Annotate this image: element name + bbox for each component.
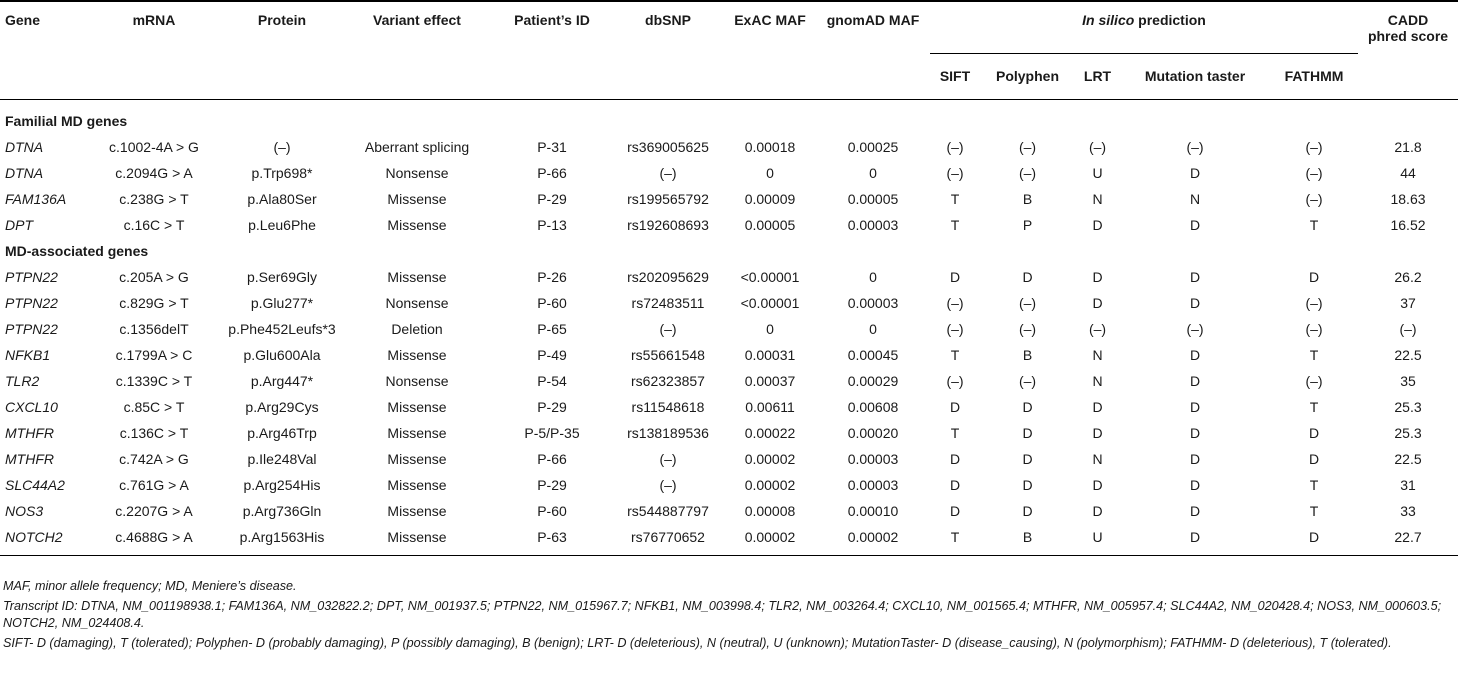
table-row <box>0 342 1458 368</box>
cell-protein: p.Phe452Leufs*3 <box>228 320 336 337</box>
cell-fathmm: D <box>1308 528 1320 545</box>
cell-sift: T <box>950 528 960 545</box>
cell-gnomad-maf: 0.00045 <box>847 346 899 363</box>
section-title: Familial MD genes <box>5 112 128 129</box>
table-row <box>0 420 1458 446</box>
cell-gene: PTPN22 <box>5 294 58 311</box>
cell-fathmm: (–) <box>1305 190 1323 207</box>
cell-mutation-taster: D <box>1189 294 1201 311</box>
cell-gene: NFKB1 <box>5 346 51 363</box>
cell-fathmm: D <box>1308 450 1320 467</box>
cell-mutation-taster: N <box>1189 190 1201 207</box>
cell-lrt: U <box>1092 528 1103 545</box>
cell-lrt: D <box>1092 502 1103 519</box>
cell-dbsnp: rs369005625 <box>627 138 709 155</box>
table-row <box>0 212 1458 238</box>
cell-sift: D <box>949 476 961 493</box>
cell-cadd: 22.5 <box>1394 450 1422 467</box>
cell-gnomad-maf: 0.00003 <box>847 216 899 233</box>
cell-sift: T <box>950 424 960 441</box>
cell-mrna: c.1799A > C <box>115 346 193 363</box>
cell-protein: p.Trp698* <box>251 164 313 181</box>
cell-lrt: N <box>1092 346 1103 363</box>
cell-polyphen: (–) <box>1018 164 1037 181</box>
cell-fathmm: (–) <box>1305 294 1323 311</box>
cell-mrna: c.2207G > A <box>115 502 193 519</box>
cell-protein: p.Ala80Ser <box>247 190 317 207</box>
cell-variant-effect: Missense <box>387 216 447 233</box>
col-header-mrna: mRNA <box>86 1 222 99</box>
cell-mrna: c.829G > T <box>119 294 189 311</box>
cell-polyphen: (–) <box>1018 320 1037 337</box>
cell-lrt: D <box>1092 216 1103 233</box>
cell-fathmm: D <box>1308 424 1320 441</box>
cell-patient-id: P-66 <box>537 450 567 467</box>
cell-exac-maf: 0.00002 <box>744 450 796 467</box>
cell-exac-maf: <0.00001 <box>740 294 800 311</box>
cell-polyphen: D <box>1022 424 1033 441</box>
cell-mrna: c.1356delT <box>119 320 189 337</box>
cell-fathmm: T <box>1309 476 1319 493</box>
cell-patient-id: P-26 <box>537 268 567 285</box>
cell-protein: p.Arg447* <box>250 372 314 389</box>
cell-gene: TLR2 <box>5 372 40 389</box>
cell-lrt: (–) <box>1088 320 1107 337</box>
table-row <box>0 290 1458 316</box>
cell-sift: (–) <box>946 164 964 181</box>
cell-mrna: c.1339C > T <box>115 372 193 389</box>
cell-gene: MTHFR <box>5 424 54 441</box>
cell-gene: MTHFR <box>5 450 54 467</box>
col-header-gnomad-maf: gnomAD MAF <box>816 1 930 99</box>
footnote-transcripts: Transcript ID: DTNA, NM_001198938.1; FAM136A, NM_032822.2; DPT, NM_001937.5; PTPN22, NM_015967.7; NFKB1, NM_003998.4; TLR2, NM_003264.4; CXCL10, NM_001565.4; MTHFR, NM_005957.4; SLC44A2, NM_020428.4; NOS3, NM_000603.5; NOTCH2, NM_024408.4. <box>3 598 1442 630</box>
cell-variant-effect: Missense <box>387 424 447 441</box>
cell-variant-effect: Nonsense <box>385 294 449 311</box>
cell-polyphen: D <box>1022 398 1033 415</box>
header-row <box>0 1 1458 53</box>
cell-mutation-taster: D <box>1189 268 1201 285</box>
cell-mutation-taster: (–) <box>1186 138 1204 155</box>
cell-gene: SLC44A2 <box>5 476 65 493</box>
cell-polyphen: B <box>1022 190 1033 207</box>
cell-fathmm: (–) <box>1305 320 1323 337</box>
col-header-gene: Gene <box>0 1 86 99</box>
cell-dbsnp: rs76770652 <box>631 528 705 545</box>
cell-variant-effect: Missense <box>387 476 447 493</box>
cell-variant-effect: Missense <box>387 502 447 519</box>
cell-lrt: D <box>1092 268 1103 285</box>
cell-patient-id: P-49 <box>537 346 567 363</box>
cell-fathmm: T <box>1309 502 1319 519</box>
cell-cadd: 25.3 <box>1394 398 1422 415</box>
cell-cadd: 25.3 <box>1394 424 1422 441</box>
cell-exac-maf: 0 <box>766 164 774 181</box>
section-header-row <box>0 108 1458 134</box>
cell-cadd: 35 <box>1400 372 1416 389</box>
cell-gnomad-maf: 0.00003 <box>847 450 899 467</box>
cell-gene: PTPN22 <box>5 268 58 285</box>
cell-fathmm: (–) <box>1305 372 1323 389</box>
col-header-polyphen: Polyphen <box>980 53 1075 99</box>
cell-lrt: N <box>1092 190 1103 207</box>
cell-protein: p.Leu6Phe <box>248 216 316 233</box>
cell-protein: p.Arg736Gln <box>242 502 322 519</box>
cell-mutation-taster: D <box>1189 528 1201 545</box>
col-header-cadd <box>1358 1 1458 99</box>
cell-exac-maf: 0.00022 <box>744 424 796 441</box>
cell-cadd: 18.63 <box>1390 190 1426 207</box>
cell-lrt: (–) <box>1088 138 1107 155</box>
cell-fathmm: (–) <box>1305 138 1323 155</box>
table-row <box>0 264 1458 290</box>
cell-sift: (–) <box>946 320 964 337</box>
cell-lrt: U <box>1092 164 1103 181</box>
cell-mutation-taster: D <box>1189 476 1201 493</box>
cell-sift: T <box>950 190 960 207</box>
cell-variant-effect: Deletion <box>391 320 443 337</box>
cell-mrna: c.136C > T <box>119 424 189 441</box>
cell-lrt: D <box>1092 424 1103 441</box>
col-header-protein: Protein <box>222 1 342 99</box>
in-silico-italic: In silico <box>1082 12 1135 28</box>
cell-patient-id: P-29 <box>537 190 567 207</box>
cell-protein: (–) <box>273 138 291 155</box>
cadd-line1: CADD <box>1387 12 1429 28</box>
cell-cadd: 22.5 <box>1394 346 1422 363</box>
table-row <box>0 160 1458 186</box>
cell-polyphen: B <box>1022 528 1033 545</box>
cell-mrna: c.761G > A <box>119 476 189 493</box>
cell-cadd: 26.2 <box>1394 268 1422 285</box>
cell-dbsnp: rs11548618 <box>631 398 705 415</box>
section-header-row <box>0 238 1458 264</box>
table-footnotes <box>3 578 1455 654</box>
table-row <box>0 316 1458 342</box>
cell-sift: D <box>949 268 961 285</box>
cell-polyphen: (–) <box>1018 138 1037 155</box>
cell-mutation-taster: D <box>1189 450 1201 467</box>
cell-sift: (–) <box>946 294 964 311</box>
in-silico-rest: prediction <box>1134 12 1206 28</box>
cell-gnomad-maf: 0 <box>869 268 877 285</box>
cell-patient-id: P-29 <box>537 398 567 415</box>
cell-lrt: N <box>1092 372 1103 389</box>
cell-protein: p.Glu277* <box>250 294 314 311</box>
cell-patient-id: P-5/P-35 <box>524 424 580 441</box>
cell-sift: D <box>949 450 961 467</box>
cell-cadd: 22.7 <box>1394 528 1422 545</box>
cell-gene: DTNA <box>5 164 44 181</box>
cell-variant-effect: Missense <box>387 268 447 285</box>
section-title: MD-associated genes <box>5 242 149 259</box>
cell-exac-maf: 0 <box>766 320 774 337</box>
cell-mrna: c.16C > T <box>123 216 185 233</box>
cell-mutation-taster: D <box>1189 216 1201 233</box>
cell-sift: T <box>950 346 960 363</box>
cell-exac-maf: 0.00002 <box>744 528 796 545</box>
cell-cadd: 21.8 <box>1394 138 1422 155</box>
cell-exac-maf: 0.00008 <box>744 502 796 519</box>
cell-variant-effect: Nonsense <box>385 164 449 181</box>
cell-lrt: N <box>1092 450 1103 467</box>
col-header-in-silico <box>930 1 1358 53</box>
table-row <box>0 394 1458 420</box>
cell-mrna: c.4688G > A <box>115 528 193 545</box>
cell-patient-id: P-60 <box>537 502 567 519</box>
cell-variant-effect: Missense <box>387 398 447 415</box>
cell-cadd: 31 <box>1400 476 1416 493</box>
cell-patient-id: P-60 <box>537 294 567 311</box>
cell-polyphen: D <box>1022 476 1033 493</box>
cell-mutation-taster: D <box>1189 164 1201 181</box>
cell-patient-id: P-29 <box>537 476 567 493</box>
cell-lrt: D <box>1092 294 1103 311</box>
cell-fathmm: T <box>1309 346 1319 363</box>
cell-mutation-taster: D <box>1189 502 1201 519</box>
cell-mrna: c.1002-4A > G <box>109 138 199 155</box>
cell-gene: FAM136A <box>5 190 67 207</box>
cell-dbsnp: rs199565792 <box>627 190 709 207</box>
cell-variant-effect: Nonsense <box>385 372 449 389</box>
cell-gnomad-maf: 0.00029 <box>847 372 899 389</box>
cell-patient-id: P-13 <box>537 216 567 233</box>
cadd-line2: phred score <box>1367 28 1449 44</box>
cell-mrna: c.742A > G <box>119 450 189 467</box>
table-body <box>0 108 1458 550</box>
cell-gnomad-maf: 0.00005 <box>847 190 899 207</box>
cell-gene: NOS3 <box>5 502 44 519</box>
cell-mrna: c.2094G > A <box>115 164 193 181</box>
cell-dbsnp: rs55661548 <box>631 346 705 363</box>
cell-protein: p.Ile248Val <box>247 450 317 467</box>
cell-polyphen: D <box>1022 450 1033 467</box>
cell-dbsnp: (–) <box>659 164 677 181</box>
cell-gnomad-maf: 0.00020 <box>847 424 899 441</box>
cell-variant-effect: Missense <box>387 528 447 545</box>
cell-sift: D <box>949 502 961 519</box>
cell-protein: p.Arg29Cys <box>245 398 319 415</box>
cell-gnomad-maf: 0.00010 <box>847 502 899 519</box>
cell-mutation-taster: D <box>1189 346 1201 363</box>
cell-lrt: D <box>1092 476 1103 493</box>
cell-polyphen: P <box>1022 216 1033 233</box>
table-row <box>0 472 1458 498</box>
table-row <box>0 368 1458 394</box>
cell-fathmm: T <box>1309 216 1319 233</box>
cell-variant-effect: Aberrant splicing <box>364 138 470 155</box>
cell-sift: T <box>950 216 960 233</box>
cell-sift: (–) <box>946 138 964 155</box>
cell-mutation-taster: D <box>1189 398 1201 415</box>
cell-cadd: (–) <box>1399 320 1417 337</box>
cell-patient-id: P-63 <box>537 528 567 545</box>
col-header-lrt: LRT <box>1075 53 1120 99</box>
cell-exac-maf: 0.00005 <box>744 216 796 233</box>
cell-fathmm: D <box>1308 268 1320 285</box>
cell-gene: PTPN22 <box>5 320 58 337</box>
cell-exac-maf: 0.00009 <box>744 190 796 207</box>
cell-gene: DPT <box>5 216 33 233</box>
cell-dbsnp: rs72483511 <box>631 294 705 311</box>
cell-polyphen: (–) <box>1018 294 1037 311</box>
cell-gnomad-maf: 0.00003 <box>847 294 899 311</box>
cell-exac-maf: 0.00611 <box>745 398 795 415</box>
col-header-exac-maf: ExAC MAF <box>724 1 816 99</box>
col-header-dbsnp: dbSNP <box>612 1 724 99</box>
cell-dbsnp: (–) <box>659 320 677 337</box>
cell-exac-maf: 0.00031 <box>744 346 796 363</box>
cell-mrna: c.238G > T <box>119 190 189 207</box>
cell-patient-id: P-54 <box>537 372 567 389</box>
table-row <box>0 524 1458 550</box>
col-header-variant-effect: Variant effect <box>342 1 492 99</box>
cell-polyphen: D <box>1022 502 1033 519</box>
footnote-abbreviations: MAF, minor allele frequency; MD, Meniere’s disease. <box>3 579 297 593</box>
table-row <box>0 186 1458 212</box>
table-row <box>0 498 1458 524</box>
col-header-sift: SIFT <box>930 53 980 99</box>
header-divider <box>0 99 1458 108</box>
table-row <box>0 134 1458 160</box>
cell-protein: p.Arg46Trp <box>247 424 317 441</box>
cell-protein: p.Arg1563His <box>239 528 325 545</box>
cell-sift: D <box>949 398 961 415</box>
cell-patient-id: P-31 <box>537 138 567 155</box>
cell-gnomad-maf: 0 <box>869 164 877 181</box>
cell-dbsnp: rs62323857 <box>631 372 705 389</box>
cell-cadd: 37 <box>1400 294 1416 311</box>
cell-fathmm: T <box>1309 398 1319 415</box>
cell-fathmm: (–) <box>1305 164 1323 181</box>
cell-gnomad-maf: 0.00002 <box>847 528 899 545</box>
cell-protein: p.Glu600Ala <box>243 346 321 363</box>
cell-exac-maf: 0.00002 <box>744 476 796 493</box>
table-row <box>0 446 1458 472</box>
cell-dbsnp: rs544887797 <box>627 502 709 519</box>
cell-dbsnp: (–) <box>659 476 677 493</box>
cell-cadd: 16.52 <box>1390 216 1426 233</box>
cell-dbsnp: rs202095629 <box>627 268 709 285</box>
cell-protein: p.Ser69Gly <box>246 268 318 285</box>
cell-gene: CXCL10 <box>5 398 58 415</box>
cell-dbsnp: rs138189536 <box>627 424 709 441</box>
cell-polyphen: B <box>1022 346 1033 363</box>
cell-exac-maf: 0.00037 <box>744 372 796 389</box>
cell-mrna: c.85C > T <box>123 398 185 415</box>
cell-gnomad-maf: 0 <box>869 320 877 337</box>
cell-gene: NOTCH2 <box>5 528 63 545</box>
col-header-mutation-taster: Mutation taster <box>1120 53 1270 99</box>
cell-variant-effect: Missense <box>387 450 447 467</box>
cell-exac-maf: 0.00018 <box>744 138 796 155</box>
footnote-prediction-legend: SIFT- D (damaging), T (tolerated); Polyphen- D (probably damaging), P (possibly damaging), B (benign); LRT- D (deleterious), N (neutral), U (unknown); MutationTaster- D (disease_causing), N (polymorphism); FATHMM- D (deleterious), T (tolerated). <box>3 635 1392 650</box>
cell-variant-effect: Missense <box>387 346 447 363</box>
col-header-fathmm: FATHMM <box>1270 53 1358 99</box>
cell-protein: p.Arg254His <box>243 476 321 493</box>
table-bottom-rule <box>0 550 1458 556</box>
cell-lrt: D <box>1092 398 1103 415</box>
cell-dbsnp: rs192608693 <box>627 216 709 233</box>
cell-polyphen: D <box>1022 268 1033 285</box>
cell-gnomad-maf: 0.00608 <box>847 398 899 415</box>
cell-mutation-taster: D <box>1189 372 1201 389</box>
cell-cadd: 44 <box>1400 164 1416 181</box>
cell-patient-id: P-66 <box>537 164 567 181</box>
col-header-patient-id: Patient’s ID <box>492 1 612 99</box>
cell-gene: DTNA <box>5 138 44 155</box>
cell-dbsnp: (–) <box>659 450 677 467</box>
cell-polyphen: (–) <box>1018 372 1037 389</box>
cell-mutation-taster: D <box>1189 424 1201 441</box>
cell-cadd: 33 <box>1400 502 1416 519</box>
cell-mrna: c.205A > G <box>119 268 189 285</box>
cell-gnomad-maf: 0.00025 <box>847 138 899 155</box>
cell-patient-id: P-65 <box>537 320 567 337</box>
cell-sift: (–) <box>946 372 964 389</box>
cell-mutation-taster: (–) <box>1186 320 1204 337</box>
cell-gnomad-maf: 0.00003 <box>847 476 899 493</box>
cell-variant-effect: Missense <box>387 190 447 207</box>
cell-exac-maf: <0.00001 <box>740 268 800 285</box>
